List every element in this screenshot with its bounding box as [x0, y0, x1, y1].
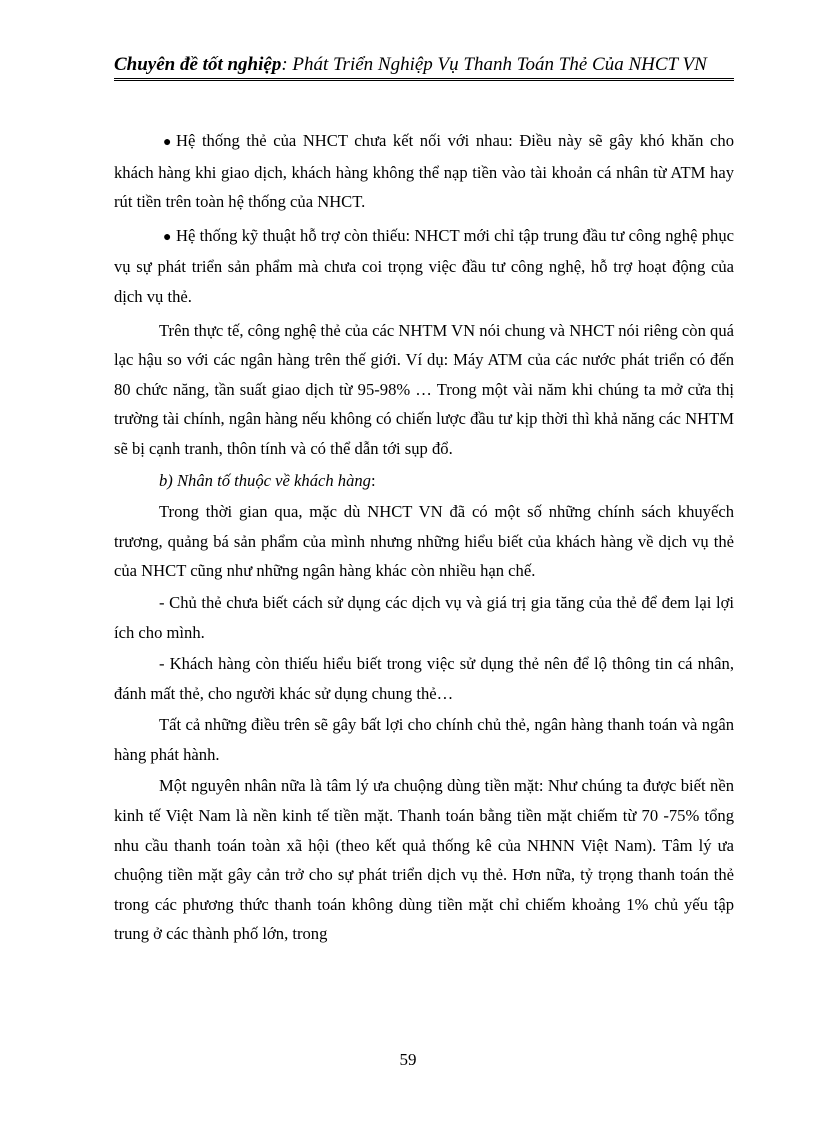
paragraph-6: - Chủ thẻ chưa biết cách sử dụng các dịch vụ và giá trị gia tăng của thẻ để đem lại lợi ích cho mình.: [114, 592, 734, 642]
header-title-bold: Chuyên đề tốt nghiệp: [114, 54, 282, 75]
page-body: [114, 126, 734, 949]
section-heading-text: b) Nhân tố thuộc về khách hàng: [159, 470, 371, 490]
page-header: [114, 53, 734, 81]
paragraph-9: Một nguyên nhân nữa là tâm lý ưa chuộng dùng tiền mặt: Như chúng ta được biết nền kinh tế Việt Nam là nền kinh tế tiền mặt. Thanh toán bằng tiền mặt chiếm từ 70 -75% tổng nhu cầu thanh toán toàn xã hội (theo kết quả thống kê của NHNN Việt Nam). Tâm lý ưa chuộng tiền mặt gây cản trở cho sự phát triển dịch vụ thẻ. Hơn nữa, tỷ trọng thanh toán thẻ trong các phương thức thanh toán không dùng tiền mặt chỉ chiếm khoảng 1% chủ yếu tập trung ở các thành phố lớn, trong: [114, 776, 734, 944]
page-number: 59: [399, 1050, 417, 1069]
paragraph-7: - Khách hàng còn thiếu hiểu biết trong việc sử dụng thẻ nên để lộ thông tin cá nhân, đánh mất thẻ, cho người khác sử dụng chung thẻ…: [114, 654, 734, 703]
paragraph-8: Tất cả những điều trên sẽ gây bất lợi cho chính chủ thẻ, ngân hàng thanh toán và ngân hàng phát hành.: [114, 715, 734, 764]
section-heading-colon: :: [370, 470, 376, 490]
paragraph-text: Hệ thống kỹ thuật hỗ trợ còn thiếu: NHCT mới chỉ tập trung đầu tư công nghệ phục vụ sự phát triển sản phẩm mà chưa coi trọng việc đầu tư công nghệ, hỗ trợ hoạt động của dịch vụ thẻ.: [114, 225, 734, 306]
paragraph-text: Hệ thống thẻ của NHCT chưa kết nối với nhau: Điều này sẽ gây khó khăn cho khách hàng khi giao dịch, khách hàng không thể nạp tiền vào tài khoản cá nhân từ ATM hay rút tiền trên toàn hệ thống của NHCT.: [114, 131, 734, 212]
bullet-paragraph-2: [114, 221, 734, 312]
bullet-icon: ●: [163, 135, 172, 150]
paragraph-5: Trong thời gian qua, mặc dù NHCT VN đã có một số những chính sách khuyếch trương, quảng bá sản phẩm của mình nhưng những hiểu biết của khách hàng về dịch vụ thẻ của NHCT cũng như những ngân hàng khác còn nhiều hạn chế.: [114, 502, 734, 581]
section-heading: [114, 466, 734, 496]
header-title-rest: : Phát Triển Nghiệp Vụ Thanh Toán Thẻ Của NHCT VN: [281, 54, 707, 75]
paragraph-3: Trên thực tế, công nghệ thẻ của các NHTM VN nói chung và NHCT nói riêng còn quá lạc hậu so với các ngân hàng trên thế giới. Ví dụ: Máy ATM của các nước phát triển có đến 80 chức năng, tần suất giao dịch từ 95-98% … Trong một vài năm khi chúng ta mở cửa thị trường tài chính, ngân hàng nếu không có chiến lược đầu tư kịp thời thì khả năng các NHTM sẽ bị cạnh tranh, thôn tính và có thể dẫn tới sụp đổ.: [114, 320, 734, 458]
bullet-icon: ●: [163, 229, 172, 245]
bullet-paragraph-1: [114, 126, 734, 217]
